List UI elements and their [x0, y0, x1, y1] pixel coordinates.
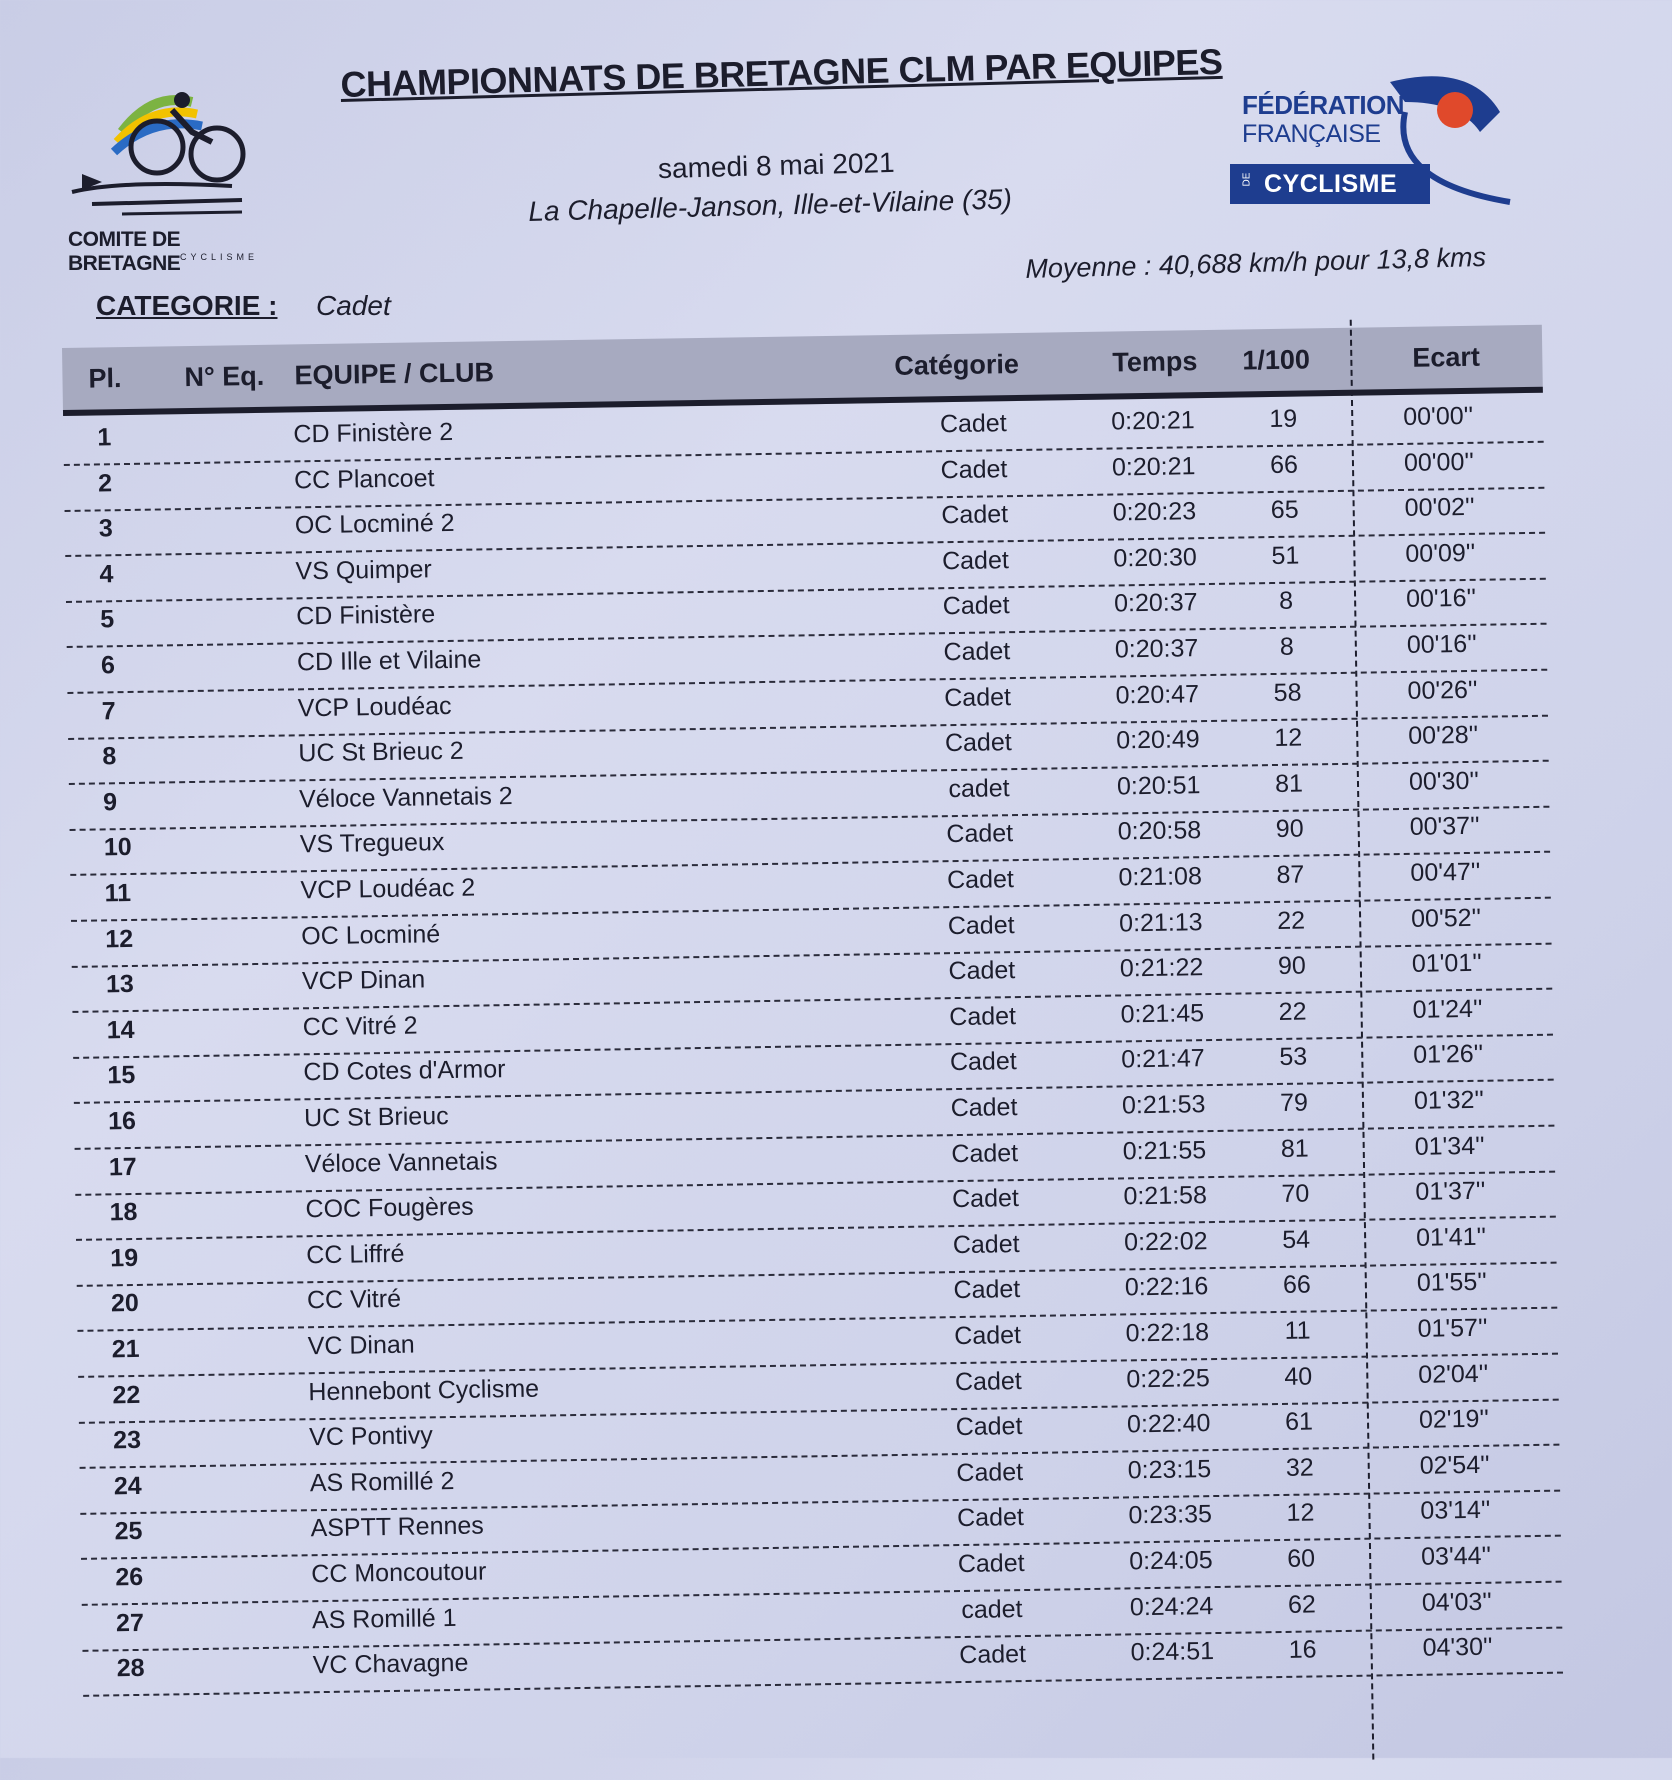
category-cell: Cadet: [941, 545, 1010, 575]
team-cell: VC Chavagne: [312, 1648, 469, 1680]
category-cell: Cadet: [954, 1321, 1022, 1351]
gap-cell: 00'47'': [1410, 857, 1481, 887]
ffc-line3-prefix: DE: [1241, 172, 1253, 187]
time-cell: 0:23:15: [1127, 1454, 1212, 1485]
hundredths-cell: 66: [1282, 1270, 1311, 1300]
results-table: [62, 325, 1564, 1768]
place-cell: 10: [103, 833, 132, 862]
place-cell: 23: [112, 1426, 142, 1455]
place-cell: 9: [102, 787, 118, 817]
comite-bretagne-logo: [62, 92, 282, 275]
place-cell: 3: [98, 514, 113, 543]
hundredths-cell: 11: [1284, 1316, 1311, 1345]
place-cell: 11: [104, 878, 132, 908]
time-cell: 0:20:21: [1111, 406, 1195, 436]
team-cell: AS Romillé 1: [311, 1603, 457, 1634]
team-cell: CD Cotes d'Armor: [303, 1055, 506, 1087]
place-cell: 17: [108, 1152, 137, 1181]
time-cell: 0:20:37: [1113, 588, 1198, 618]
gap-cell: 00'30'': [1408, 766, 1480, 796]
time-cell: 0:21:58: [1123, 1181, 1208, 1211]
cyclist-logo-icon: [62, 92, 282, 232]
hundredths-cell: 62: [1287, 1590, 1317, 1619]
col-header-ecart: Ecart: [1412, 341, 1481, 373]
category-cell: Cadet: [941, 500, 1009, 530]
hundredths-cell: 54: [1282, 1225, 1311, 1254]
col-header-categorie: Catégorie: [894, 348, 1020, 381]
hundredths-cell: 79: [1279, 1088, 1309, 1117]
category-cell: Cadet: [951, 1138, 1019, 1168]
time-cell: 0:24:51: [1130, 1637, 1215, 1667]
ffc-line2: FRANÇAISE: [1242, 120, 1381, 148]
category-label: CATEGORIE :: [96, 290, 278, 321]
gap-cell: 01'41'': [1415, 1222, 1487, 1252]
hundredths-cell: 81: [1274, 769, 1304, 798]
gap-cell: 00'52'': [1410, 903, 1482, 933]
hundredths-cell: 81: [1280, 1134, 1309, 1163]
hundredths-cell: 8: [1278, 587, 1294, 616]
gap-cell: 01'34'': [1414, 1131, 1485, 1161]
hundredths-cell: 8: [1279, 632, 1295, 661]
hundredths-cell: 32: [1285, 1453, 1314, 1482]
category-cell: Cadet: [946, 865, 1015, 895]
team-cell: Véloce Vannetais 2: [298, 781, 513, 814]
hundredths-cell: 65: [1270, 495, 1299, 525]
time-cell: 0:21:08: [1118, 862, 1203, 892]
category-cell: Cadet: [943, 637, 1011, 667]
team-cell: ASPTT Rennes: [310, 1511, 485, 1543]
place-cell: 13: [105, 970, 135, 999]
place-cell: 20: [110, 1289, 140, 1318]
team-cell: Véloce Vannetais: [304, 1146, 498, 1178]
time-cell: 0:22:25: [1126, 1363, 1210, 1394]
place-cell: 15: [107, 1061, 136, 1090]
time-cell: 0:22:18: [1125, 1318, 1210, 1348]
team-cell: CD Ille et Vilaine: [296, 645, 482, 677]
category-cell: cadet: [961, 1594, 1023, 1624]
team-cell: OC Locminé: [301, 919, 441, 950]
gap-cell: 04'03'': [1421, 1587, 1493, 1617]
comite-logo-text: COMITE DE BRETAGNE: [68, 228, 181, 275]
gap-cell: 01'01'': [1411, 948, 1482, 979]
hundredths-cell: 60: [1287, 1544, 1316, 1573]
team-cell: VC Pontivy: [308, 1421, 434, 1452]
place-cell: 22: [112, 1380, 141, 1409]
category-cell: Cadet: [950, 1093, 1018, 1123]
time-cell: 0:22:40: [1126, 1409, 1211, 1439]
team-cell: CC Vitré: [306, 1285, 402, 1315]
category-cell: Cadet: [939, 409, 1007, 439]
category-cell: Cadet: [946, 819, 1014, 849]
place-cell: 2: [97, 468, 113, 498]
time-cell: 0:20:58: [1117, 816, 1202, 846]
category-cell: Cadet: [956, 1503, 1025, 1533]
time-cell: 0:20:51: [1116, 770, 1201, 801]
team-cell: CC Liffré: [306, 1239, 405, 1270]
average-speed: Moyenne : 40,688 km/h pour 13,8 kms: [1025, 241, 1487, 284]
time-cell: 0:23:35: [1128, 1500, 1213, 1530]
hundredths-cell: 12: [1274, 723, 1303, 753]
gap-cell: 00'09'': [1405, 538, 1476, 568]
category-cell: Cadet: [954, 1366, 1022, 1396]
gap-cell: 00'00'': [1403, 447, 1475, 477]
time-cell: 0:20:37: [1114, 634, 1199, 664]
ffc-line1: FÉDÉRATION: [1242, 90, 1405, 120]
place-cell: 24: [113, 1471, 142, 1501]
team-cell: OC Locminé 2: [294, 509, 455, 540]
hundredths-cell: 22: [1278, 997, 1307, 1026]
category-cell: Cadet: [949, 1001, 1017, 1031]
category-cell: Cadet: [949, 1047, 1017, 1077]
gap-cell: 02'19'': [1418, 1404, 1490, 1435]
time-cell: 0:21:45: [1120, 998, 1205, 1029]
gap-cell: 00'02'': [1404, 493, 1475, 523]
hundredths-cell: 51: [1271, 541, 1300, 570]
hundredths-cell: 90: [1275, 814, 1304, 844]
place-cell: 21: [111, 1334, 140, 1364]
gap-cell: 00'00'': [1403, 401, 1474, 431]
gap-cell: 00'16'': [1406, 629, 1477, 659]
hundredths-cell: 61: [1284, 1407, 1314, 1437]
category-cell: Cadet: [956, 1457, 1024, 1487]
hundredths-cell: 87: [1276, 860, 1305, 889]
team-cell: UC St Brieuc 2: [298, 736, 464, 768]
team-cell: VCP Dinan: [301, 965, 426, 996]
time-cell: 0:24:05: [1128, 1546, 1213, 1576]
team-cell: VS Tregueux: [299, 828, 445, 859]
hundredths-cell: 12: [1286, 1498, 1315, 1528]
place-cell: 7: [101, 696, 116, 726]
category-cell: Cadet: [944, 682, 1012, 712]
gap-cell: 01'24'': [1412, 994, 1483, 1024]
category-cell: Cadet: [957, 1549, 1025, 1579]
col-header-hundredths: 1/100: [1242, 344, 1311, 376]
ffc-line3: CYCLISME: [1264, 170, 1398, 198]
category-cell: Cadet: [948, 956, 1016, 986]
hundredths-cell: 19: [1269, 404, 1298, 434]
gap-cell: 00'16'': [1405, 584, 1477, 614]
team-cell: VS Quimper: [295, 555, 432, 586]
team-cell: CD Finistère: [296, 600, 436, 631]
time-cell: 0:21:55: [1122, 1135, 1207, 1166]
gap-cell: 04'30'': [1422, 1632, 1493, 1662]
place-cell: 25: [114, 1517, 143, 1546]
time-cell: 0:22:16: [1124, 1272, 1209, 1302]
category-value: Cadet: [316, 290, 391, 321]
place-cell: 5: [100, 605, 115, 634]
category-cell: Cadet: [942, 591, 1010, 621]
time-cell: 0:20:47: [1115, 679, 1200, 710]
place-cell: 28: [116, 1654, 145, 1683]
time-cell: 0:20:21: [1111, 451, 1196, 482]
category-cell: Cadet: [940, 454, 1008, 484]
col-header-pl: Pl.: [88, 363, 122, 394]
col-header-equipe: EQUIPE / CLUB: [294, 357, 495, 391]
hundredths-cell: 22: [1277, 906, 1306, 935]
gap-cell: 01'32'': [1413, 1085, 1485, 1115]
col-header-num: N° Eq.: [184, 360, 265, 393]
category-cell: Cadet: [947, 910, 1015, 940]
team-cell: Hennebont Cyclisme: [308, 1374, 540, 1406]
time-cell: 0:20:30: [1113, 542, 1198, 573]
category-cell: Cadet: [952, 1229, 1020, 1259]
ffc-logo: [1230, 72, 1530, 222]
time-cell: 0:21:13: [1118, 907, 1203, 938]
gap-cell: 00'26'': [1407, 675, 1478, 705]
place-cell: 6: [100, 651, 116, 680]
gap-cell: 01'26'': [1413, 1040, 1484, 1070]
team-cell: COC Fougères: [305, 1192, 474, 1224]
team-cell: CC Moncoutour: [311, 1557, 487, 1589]
place-cell: 8: [102, 742, 117, 771]
team-cell: CD Finistère 2: [293, 417, 454, 449]
place-cell: 12: [105, 924, 134, 953]
gap-cell: 00'28'': [1408, 720, 1479, 751]
hundredths-cell: 40: [1284, 1362, 1313, 1391]
gap-cell: 01'57'': [1417, 1313, 1488, 1343]
hundredths-cell: 66: [1269, 450, 1299, 479]
category-cell: Cadet: [955, 1412, 1023, 1442]
gap-cell: 01'37'': [1415, 1176, 1486, 1207]
team-cell: UC St Brieuc: [303, 1102, 449, 1133]
team-cell: VCP Loudéac 2: [300, 873, 476, 905]
time-cell: 0:20:49: [1116, 725, 1200, 755]
time-cell: 0:24:24: [1129, 1591, 1214, 1621]
place-cell: 14: [106, 1015, 135, 1045]
team-cell: CC Vitré 2: [302, 1011, 418, 1042]
hundredths-cell: 90: [1277, 951, 1306, 981]
event-place: La Chapelle-Janson, Ille-et-Vilaine (35): [528, 183, 1013, 227]
gap-cell: 00'37'': [1409, 812, 1480, 842]
hundredths-cell: 16: [1288, 1635, 1317, 1665]
document-title: CHAMPIONNATS DE BRETAGNE CLM PAR EQUIPES: [340, 40, 1223, 105]
gap-cell: 03'44'': [1420, 1541, 1492, 1571]
category-cell: Cadet: [959, 1640, 1027, 1670]
place-cell: 18: [109, 1198, 138, 1227]
gap-cell: 02'04'': [1418, 1359, 1489, 1389]
time-cell: 0:21:53: [1121, 1090, 1206, 1120]
team-cell: CC Plancoet: [293, 463, 435, 494]
time-cell: 0:21:47: [1121, 1044, 1205, 1074]
place-cell: 26: [115, 1562, 144, 1592]
hundredths-cell: 53: [1279, 1042, 1308, 1072]
event-date: samedi 8 mai 2021: [657, 146, 895, 185]
place-cell: 16: [107, 1106, 137, 1136]
category-cell: Cadet: [953, 1275, 1021, 1305]
time-cell: 0:22:02: [1123, 1226, 1208, 1257]
category-cell: Cadet: [951, 1184, 1020, 1214]
gap-cell: 01'55'': [1416, 1268, 1488, 1298]
team-cell: AS Romillé 2: [309, 1466, 455, 1498]
gap-cell: 02'54'': [1419, 1450, 1490, 1480]
place-cell: 1: [97, 423, 112, 452]
category-cell: cadet: [948, 773, 1010, 803]
time-cell: 0:21:22: [1119, 953, 1204, 983]
team-cell: VCP Loudéac: [297, 691, 452, 722]
category-cell: Cadet: [944, 728, 1012, 758]
place-cell: 4: [99, 560, 114, 589]
place-cell: 19: [110, 1243, 139, 1273]
place-cell: 27: [115, 1608, 145, 1637]
hundredths-cell: 58: [1273, 678, 1302, 707]
hundredths-cell: 70: [1281, 1179, 1310, 1209]
col-header-temps: Temps: [1112, 346, 1198, 378]
time-cell: 0:20:23: [1112, 497, 1197, 527]
comite-logo-sub: CYCLISME: [180, 252, 259, 262]
team-cell: VC Dinan: [307, 1330, 415, 1361]
gap-cell: 03'14'': [1420, 1496, 1491, 1526]
